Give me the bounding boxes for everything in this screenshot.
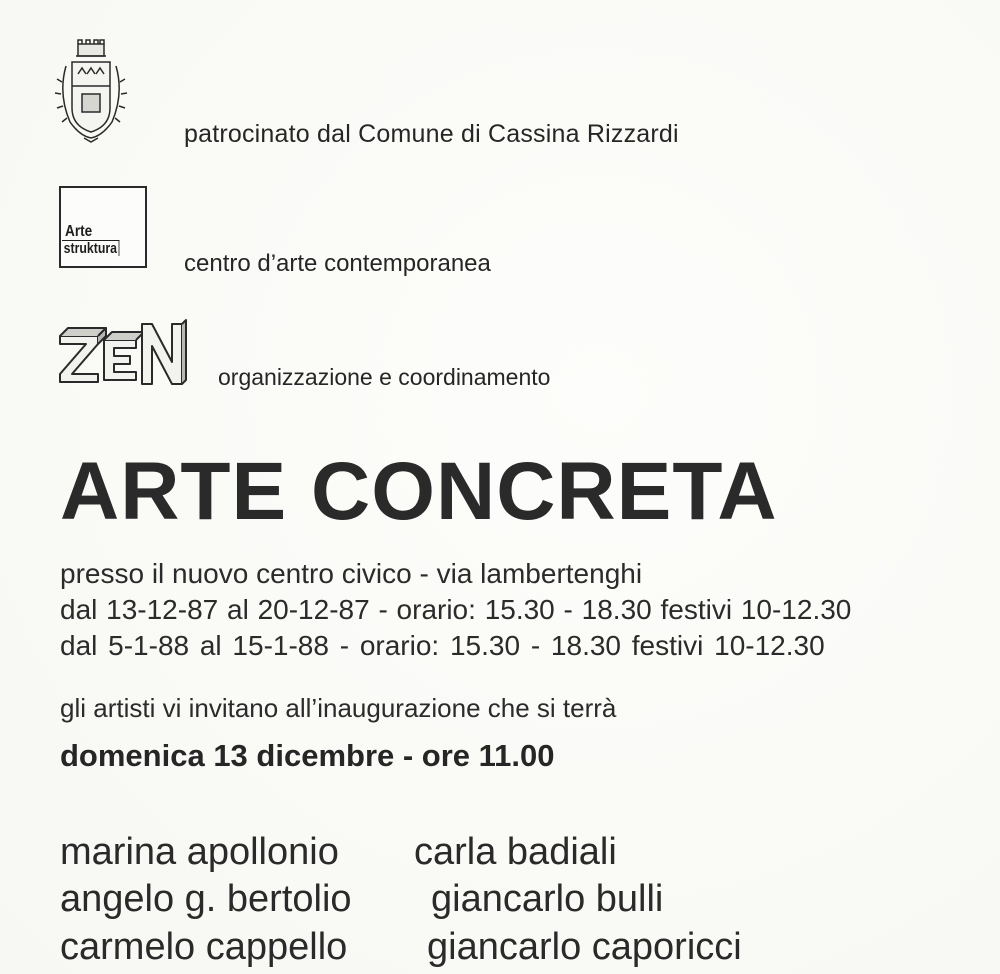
arte-struktura-logo	[59, 186, 147, 268]
opening-date: domenica 13 dicembre - ore 11.00	[60, 738, 555, 773]
period-1-text: dal 13-12-87 al 20-12-87 - orario: 15.30 - 18.30 festivi 10-12.30	[60, 594, 852, 625]
municipal-crest-icon	[52, 38, 130, 144]
artist-name: marina apollonio	[60, 831, 339, 873]
artist-name: angelo g. bertolio	[60, 878, 352, 920]
venue-text: presso il nuovo centro civico - via lambertenghi	[60, 558, 643, 589]
artist-name: giancarlo bulli	[431, 878, 664, 920]
zen-logo	[58, 318, 188, 386]
event-title: ARTE CONCRETA	[60, 446, 778, 537]
period-2-text: dal 5-1-88 al 15-1-88 - orario: 15.30 - 18.30 festivi 10-12.30	[60, 630, 825, 661]
arte-logo-line2: struktura	[62, 240, 119, 256]
patronage-text: patrocinato dal Comune di Cassina Rizzardi	[184, 120, 679, 148]
organization-text: organizzazione e coordinamento	[218, 364, 551, 390]
artist-name: carmelo cappello	[60, 926, 348, 968]
arte-logo-line1: Arte	[65, 223, 93, 240]
centro-text: centro d’arte contemporanea	[184, 250, 491, 277]
invitation-text: gli artisti vi invitano all’inaugurazione che si terrà	[60, 693, 617, 723]
artist-name: giancarlo caporicci	[427, 926, 742, 968]
artist-name: carla badiali	[414, 831, 617, 873]
